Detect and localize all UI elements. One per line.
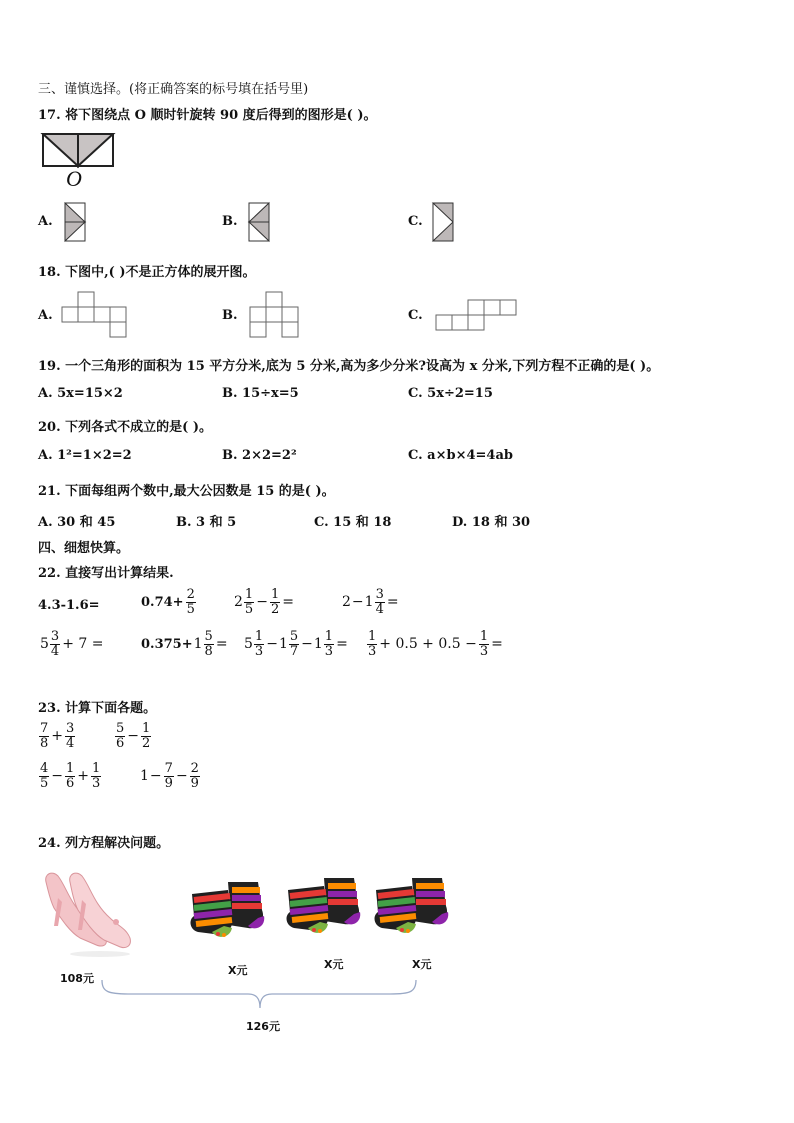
- q22-expr-6: 0.375+1 $\frac{5}{8}$ =: [141, 629, 228, 659]
- q22-expr-5: 5 $\frac{3}{4}$ + 7 =: [40, 629, 104, 659]
- q19-option-a[interactable]: A. 5x=15×2: [38, 386, 123, 401]
- q22-expr-7: 5 $\frac{1}{3}$ −1 $\frac{5}{7}$ −1 $\frac{1}{3}$ =: [244, 629, 348, 659]
- question-18: 18. 下图中,( )不是正方体的展开图。: [38, 265, 256, 280]
- shoes-image: [40, 868, 136, 962]
- q17-option-a-figure[interactable]: [64, 202, 86, 242]
- q23-expr-2: $\frac{5}{6}$ − $\frac{1}{2}$: [116, 721, 151, 751]
- q22-expr-2: 0.74+ $\frac{2}{5}$: [141, 587, 195, 617]
- q21-option-c[interactable]: C. 15 和 18: [314, 515, 392, 530]
- section-3-title: 三、谨慎选择。(将正确答案的标号填在括号里): [38, 82, 309, 97]
- q17-option-c-figure[interactable]: [432, 202, 454, 242]
- q23-expr-1: $\frac{7}{8}$ + $\frac{3}{4}$: [40, 721, 75, 751]
- q22-expr-1: 4.3-1.6=: [38, 598, 100, 613]
- question-24: 24. 列方程解决问题。: [38, 836, 170, 851]
- q18-option-c[interactable]: C.: [408, 308, 423, 323]
- q18-option-b-net[interactable]: [250, 292, 300, 338]
- q20-option-b[interactable]: B. 2×2=2²: [222, 448, 297, 463]
- section-4-title: 四、细想快算。: [38, 541, 130, 556]
- total-price-label: 126元: [246, 1020, 280, 1033]
- q22-expr-3: 2 $\frac{1}{5}$ − $\frac{1}{2}$ =: [234, 587, 294, 617]
- q23-expr-3: $\frac{4}{5}$ − $\frac{1}{6}$ + $\frac{1}{3}$: [40, 761, 101, 791]
- socks-image-2: [284, 876, 368, 938]
- q22-expr-8: $\frac{1}{3}$ + 0.5 + 0.5 − $\frac{1}{3}$ =: [368, 629, 503, 659]
- question-17: 17. 将下图绕点 O 顺时针旋转 90 度后得到的图形是( )。: [38, 108, 377, 123]
- q17-option-b-figure[interactable]: [248, 202, 270, 242]
- q17-option-c[interactable]: C.: [408, 214, 423, 229]
- q18-option-c-net[interactable]: [436, 300, 518, 332]
- question-22: 22. 直接写出计算结果.: [38, 566, 174, 581]
- shoe-price-label: 108元: [60, 972, 94, 985]
- total-brace: [100, 978, 420, 1012]
- q20-option-a[interactable]: A. 1²=1×2=2: [38, 448, 132, 463]
- question-23: 23. 计算下面各题。: [38, 701, 157, 716]
- q20-option-c[interactable]: C. a×b×4=4ab: [408, 448, 513, 463]
- sock-price-label-3: X元: [412, 958, 432, 971]
- q18-option-a-net[interactable]: [62, 292, 128, 338]
- q18-option-b[interactable]: B.: [222, 308, 238, 323]
- q22-expr-4: 2−1 $\frac{3}{4}$ =: [342, 587, 399, 617]
- question-21: 21. 下面每组两个数中,最大公因数是 15 的是( )。: [38, 484, 335, 499]
- q17-option-b[interactable]: B.: [222, 214, 238, 229]
- socks-image-3: [372, 876, 456, 938]
- question-19: 19. 一个三角形的面积为 15 平方分米,底为 5 分米,高为多少分米?设高为 x 分米,下列方程不正确的是( )。: [38, 359, 660, 374]
- q21-option-d[interactable]: D. 18 和 30: [452, 515, 531, 530]
- q19-option-b[interactable]: B. 15÷x=5: [222, 386, 299, 401]
- q18-option-a[interactable]: A.: [38, 308, 53, 323]
- q21-option-b[interactable]: B. 3 和 5: [176, 515, 237, 530]
- q17-option-a[interactable]: A.: [38, 214, 53, 229]
- q19-option-c[interactable]: C. 5x÷2=15: [408, 386, 493, 401]
- q23-expr-4: 1− $\frac{7}{9}$ − $\frac{2}{9}$: [140, 761, 199, 791]
- point-o-label: O: [66, 166, 82, 191]
- question-20: 20. 下列各式不成立的是( )。: [38, 420, 212, 435]
- q21-option-a[interactable]: A. 30 和 45: [38, 515, 116, 530]
- sock-price-label-1: X元: [228, 964, 248, 977]
- rotation-figure: [42, 133, 114, 169]
- sock-price-label-2: X元: [324, 958, 344, 971]
- socks-image-1: [188, 880, 272, 942]
